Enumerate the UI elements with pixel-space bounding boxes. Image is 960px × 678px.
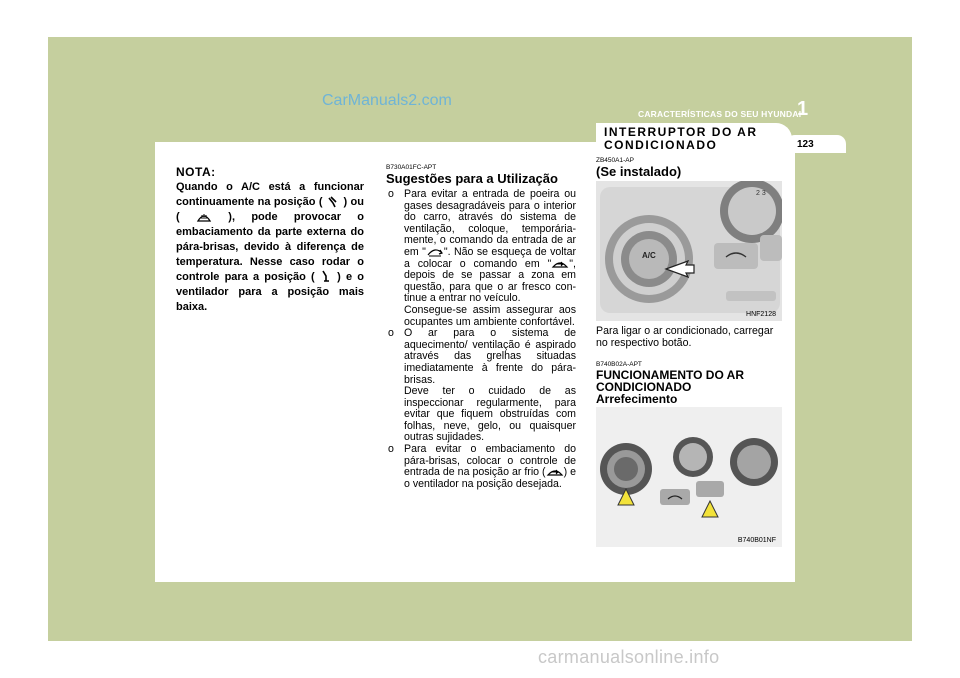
suggestions-list xyxy=(386,189,576,490)
feet-icon xyxy=(320,270,332,284)
section-number: 1 xyxy=(797,98,809,120)
defrost-feet-icon xyxy=(326,196,340,208)
suggestions-heading: Sugestões para a Utilização xyxy=(386,171,558,186)
list-item xyxy=(386,328,576,444)
ac-panel-illustration xyxy=(596,181,782,321)
watermark-bottom[interactable]: carmanualsonline.info xyxy=(538,647,720,667)
ac-section xyxy=(596,157,786,547)
item3-text-a: Para evitar o embaciamento do pára-brisas, colocar o controle de entrada de na posição ar frio ( xyxy=(404,443,576,479)
photo-code-2: B740B01NF xyxy=(737,537,776,544)
operation-heading-line2: CONDICIONADO xyxy=(596,380,692,394)
item2-text-b: Deve ter o cuidado de as inspeccionar regularmente, para evitar que fiquem obstruídas com folhas, neve, gelo, ou quaisquer outras sujidades. xyxy=(404,385,576,444)
suggestions-section xyxy=(386,164,576,490)
suggestions-code: B730A01FC-APT xyxy=(386,164,437,171)
note-title: NOTA: xyxy=(176,165,216,179)
item2-text-a: O ar para o sistema de aquecimento/ ventilação é aspirado através das grelhas situadas imediatamente à frente do pára-brisas. xyxy=(404,327,576,386)
page-title-line2: CONDICIONADO xyxy=(604,138,718,152)
page-title-line1: INTERRUPTOR DO AR xyxy=(604,125,758,139)
item1-text-c: ", depois de se passar a zona em questão, para que o ar fresco con-tinue a entrar no veículo. xyxy=(404,257,576,305)
note-text xyxy=(176,180,364,315)
cooling-controls-photo xyxy=(596,407,782,547)
cooling-panel-illustration xyxy=(596,407,782,547)
fresh-air-icon xyxy=(546,467,564,477)
photo-code-1: HNF2128 xyxy=(746,311,776,318)
note-text-4: ) e o ventilador para a posição mais baixa. xyxy=(176,271,364,313)
recirculation-icon xyxy=(426,247,444,257)
bullet-mark: o xyxy=(388,443,394,456)
installed-heading: (Se instalado) xyxy=(596,164,682,179)
operation-heading-line3: Arrefecimento xyxy=(596,392,678,406)
item1-text-b: ". Não se esqueça de voltar a colocar o comando em " xyxy=(404,245,576,270)
section-title: CARACTERÍSTICAS DO SEU HYUNDAI xyxy=(638,109,802,119)
watermark-top[interactable]: CarManuals2.com xyxy=(322,92,452,109)
list-item xyxy=(386,444,576,490)
defrost-icon xyxy=(196,211,212,223)
page-number: 123 xyxy=(797,139,814,150)
operation-heading-line1: FUNCIONAMENTO DO AR xyxy=(596,368,744,382)
item3-text-b: ) e o ventilador na posição desejada. xyxy=(404,466,576,490)
ac-button-photo xyxy=(596,181,782,321)
note-text-2: ) ou ( xyxy=(176,196,364,223)
operation-heading xyxy=(596,369,786,405)
item1-text-d: Consegue-se assim assegurar aos ocupantes um ambiente confortável. xyxy=(404,303,576,328)
item1-text-a: Para evitar a entrada de poeira ou gases desagradáveis para o interior do carro, através do sistema de ventilação, coloque, temporária-mente, o comando da entrada de ar em " xyxy=(404,188,576,258)
page-number-tab xyxy=(786,135,846,153)
bullet-mark: o xyxy=(388,327,394,340)
note-box xyxy=(176,165,364,315)
installed-caption: Para ligar o ar condicionado, carregar no respectivo botão. xyxy=(596,325,774,349)
installed-code: ZB450A1-AP xyxy=(596,157,634,164)
note-text-1: Quando o A/C está a funcionar continuamente na posição ( xyxy=(176,181,364,208)
bullet-mark: o xyxy=(388,188,394,200)
ac-button-label: A/C xyxy=(642,251,656,260)
svg-text:2 3: 2 3 xyxy=(756,190,766,197)
list-item xyxy=(386,189,576,328)
fresh-air-icon xyxy=(551,259,569,269)
page-title xyxy=(604,126,758,152)
operation-code: B740B02A-APT xyxy=(596,361,642,368)
note-text-3: ), pode provocar o embaciamento da parte externa do pára-brisas, devido à diferença de temperatura. Nesse caso rodar o controle para a posição ( xyxy=(176,211,364,283)
